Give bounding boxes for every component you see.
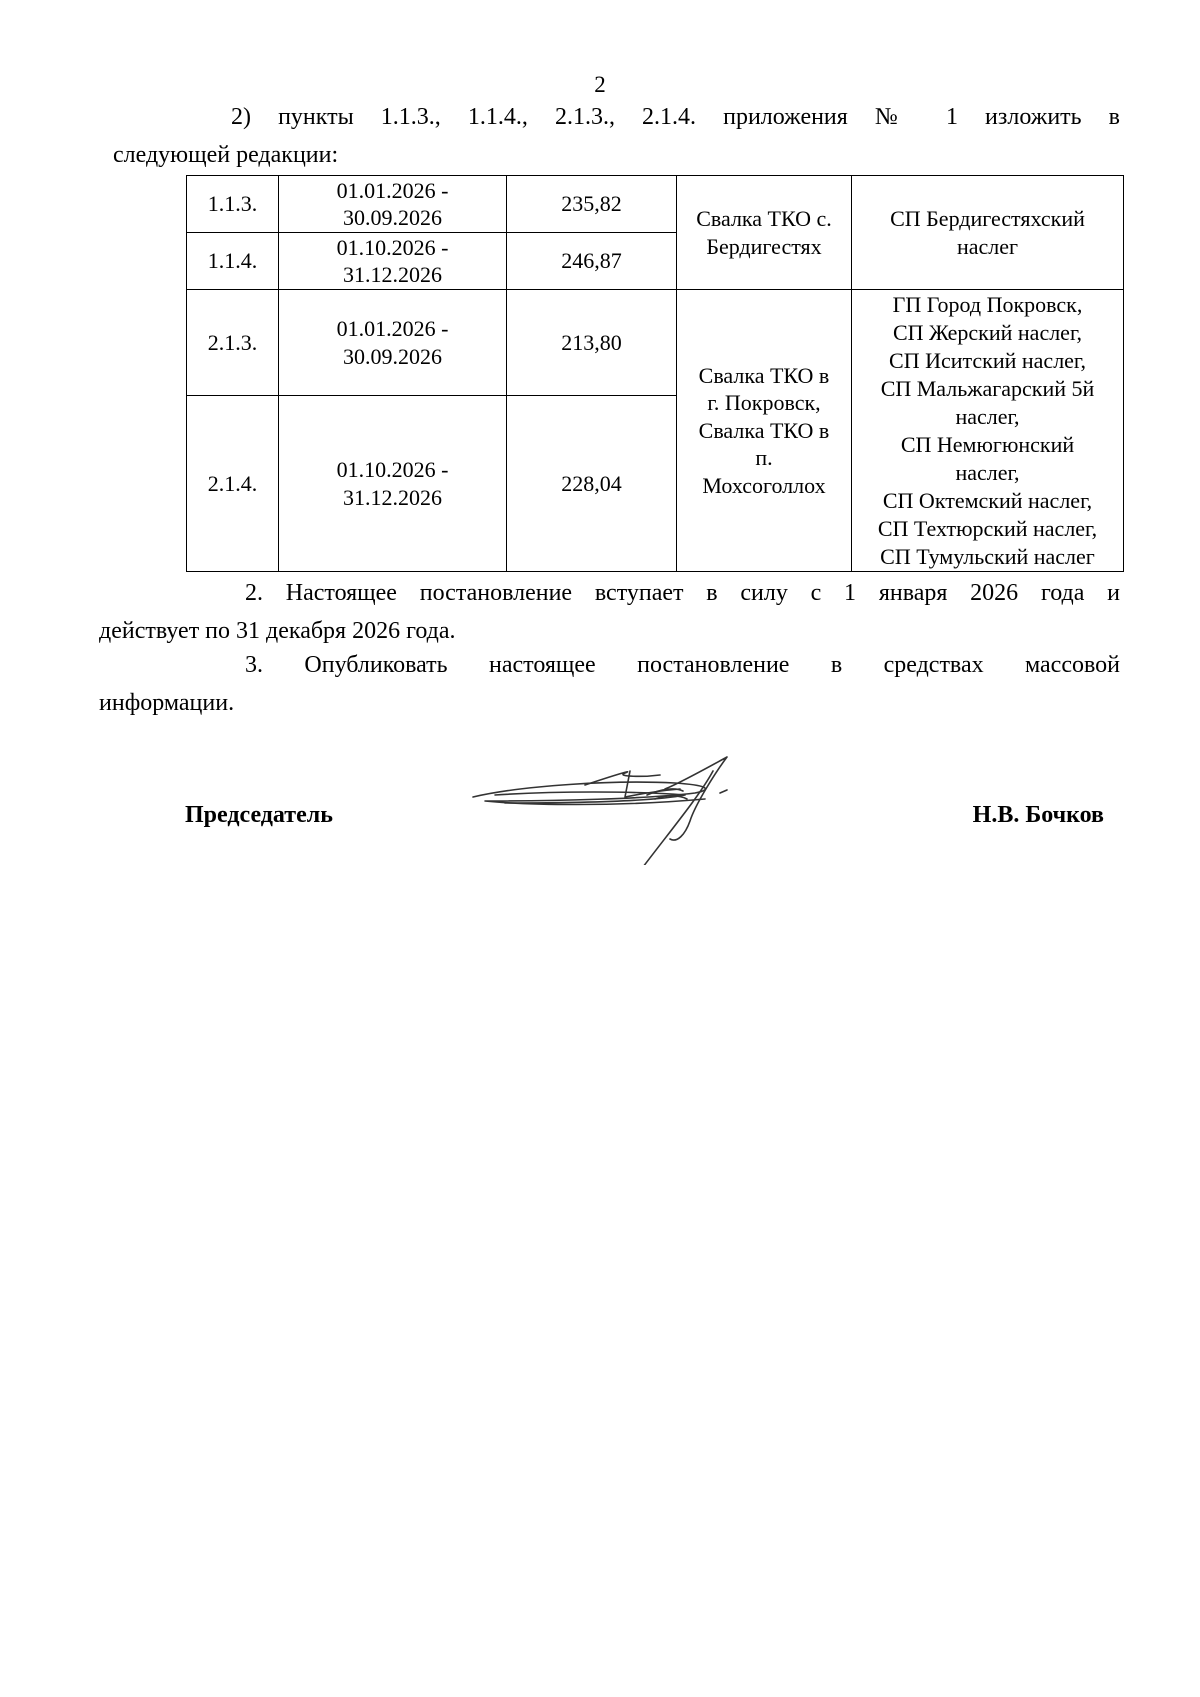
handwritten-signature <box>465 755 795 865</box>
tariff-value-cell: 246,87 <box>507 233 677 290</box>
tariff-value-cell: 228,04 <box>507 396 677 572</box>
signer-name: Н.В. Бочков <box>972 802 1104 828</box>
table-row <box>187 290 1124 396</box>
signer-title: Председатель <box>185 802 333 828</box>
tariff-value-cell: 213,80 <box>507 290 677 396</box>
table-row <box>187 176 1124 233</box>
effective-date-paragraph <box>99 574 1120 650</box>
amendment-line-2: следующей редакции: <box>113 142 339 168</box>
item-number-cell: 1.1.4. <box>187 233 279 290</box>
landfill-site-cell: Свалка ТКО с. Бердигестях <box>677 176 852 290</box>
publication-line-2: информации. <box>99 690 235 716</box>
amendment-line-1: 2) пункты 1.1.3., 1.1.4., 2.1.3., 2.1.4. приложения № 1 изложить в <box>231 104 1120 130</box>
period-cell: 01.10.2026 - 31.12.2026 <box>279 233 507 290</box>
period-cell: 01.01.2026 - 30.09.2026 <box>279 176 507 233</box>
page-number: 2 <box>594 72 606 97</box>
item-number-cell: 2.1.4. <box>187 396 279 572</box>
publication-paragraph <box>99 646 1120 722</box>
publication-line-1: 3. Опубликовать настоящее постановление в средствах массовой <box>245 652 1120 678</box>
tariff-table <box>186 175 1124 572</box>
landfill-site-cell: Свалка ТКО в г. Покровск, Свалка ТКО в п. Мохсоголлох <box>677 290 852 572</box>
tariff-value-cell: 235,82 <box>507 176 677 233</box>
effective-date-line-2: действует по 31 декабря 2026 года. <box>99 618 456 644</box>
settlements-cell: СП Бердигестяхский наслег <box>852 176 1124 290</box>
period-cell: 01.01.2026 - 30.09.2026 <box>279 290 507 396</box>
period-cell: 01.10.2026 - 31.12.2026 <box>279 396 507 572</box>
item-number-cell: 1.1.3. <box>187 176 279 233</box>
item-number-cell: 2.1.3. <box>187 290 279 396</box>
effective-date-line-1: 2. Настоящее постановление вступает в силу с 1 января 2026 года и <box>245 580 1120 606</box>
settlements-cell: ГП Город Покровск, СП Жерский наслег, СП Иситский наслег, СП Мальжагарский 5й наслег, СП Немюгюнский наслег, СП Октемский наслег, СП Техтюрский наслег, СП Тумульский наслег <box>852 290 1124 572</box>
amendment-paragraph <box>113 98 1120 174</box>
